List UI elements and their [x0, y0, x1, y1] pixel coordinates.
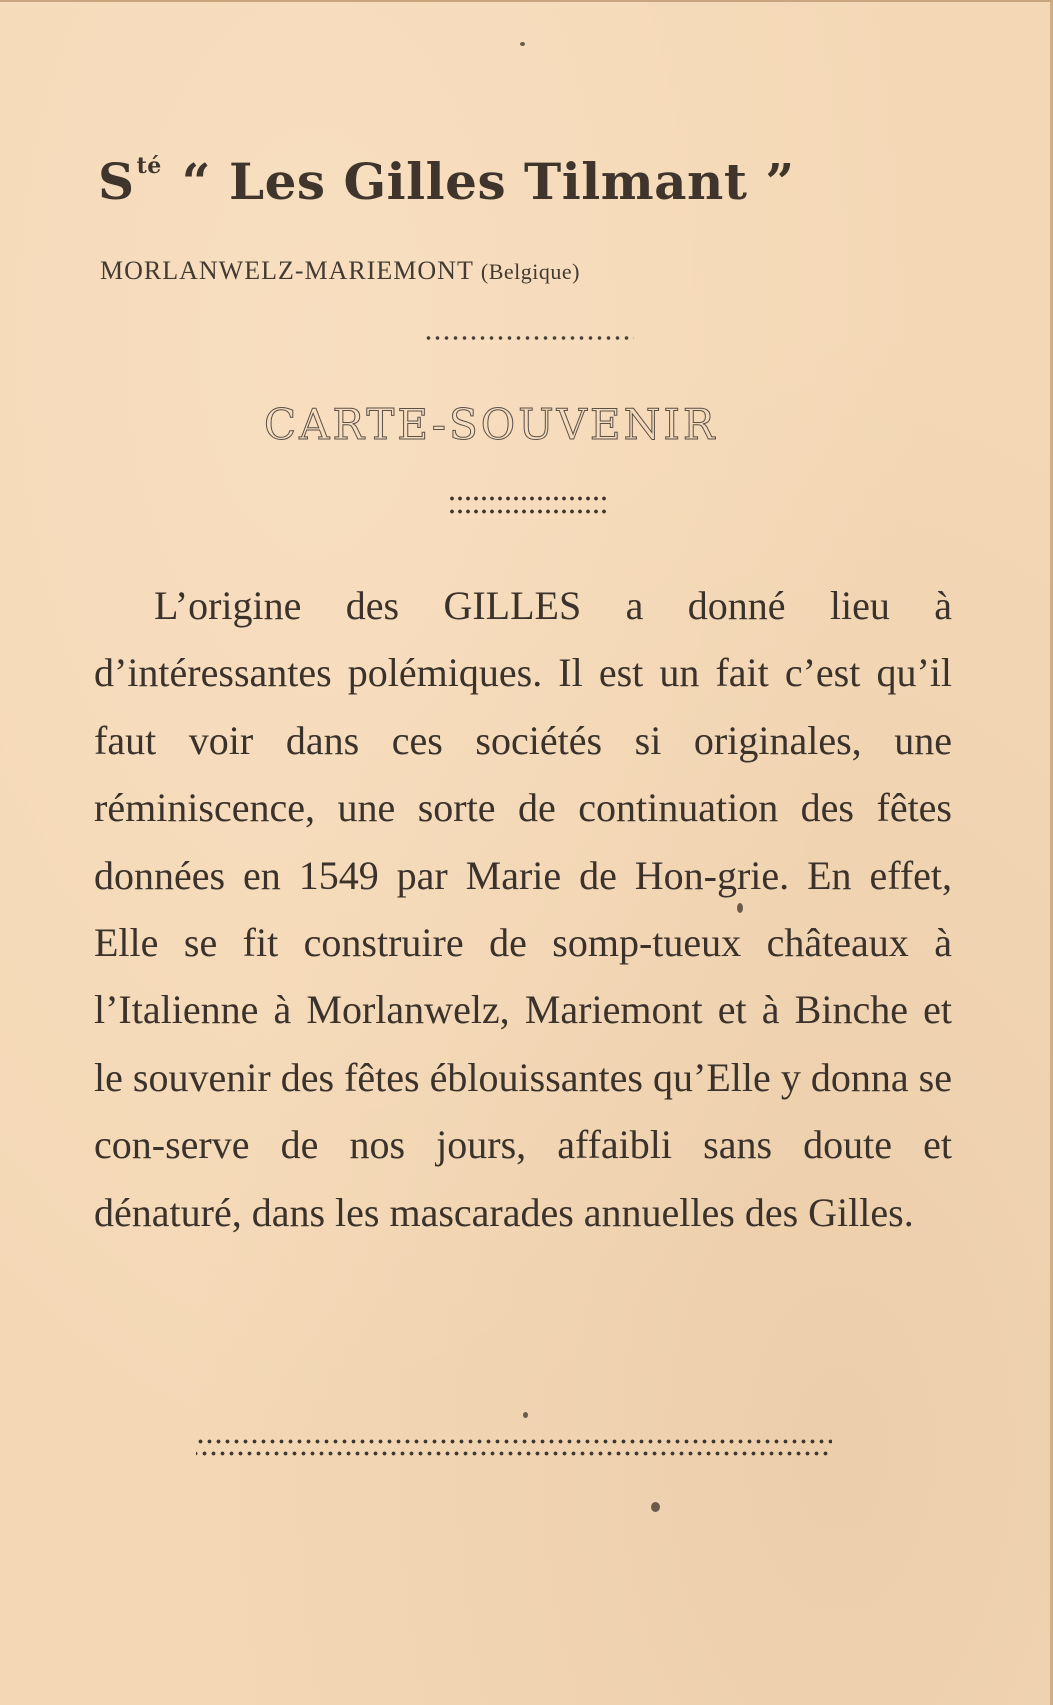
ornament-row [448, 508, 606, 515]
body-paragraph-container [94, 572, 952, 1246]
ink-speck [651, 1502, 660, 1512]
location-town: MORLANWELZ-MARIEMONT [100, 256, 474, 285]
society-title [98, 152, 795, 211]
ornament-row [448, 495, 606, 502]
society-name: “ Les Gilles Tilmant ” [181, 152, 795, 211]
location-country: (Belgique) [480, 259, 580, 284]
society-prefix: S [98, 152, 135, 211]
society-prefix-superscript: té [136, 153, 162, 179]
dotted-border-ornament [196, 1438, 832, 1460]
card-heading: CARTE-SOUVENIR [264, 400, 718, 449]
dotted-divider [424, 335, 634, 341]
ink-speck [523, 1412, 528, 1418]
ink-speck [737, 903, 743, 913]
ornament-row [196, 1438, 832, 1445]
location-line [100, 256, 580, 286]
body-paragraph: L’origine des GILLES a donné lieu à d’intéressantes polémiques. Il est un fait c’est qu’il faut voir dans ces sociétés si originales, une réminiscence, une sorte de continuation des fêtes données en 1549 par Marie de Hon-grie. En effet, Elle se fit construire de somp-tueux châteaux à l’Italienne à Morlanwelz, Mariemont et à Binche et le souvenir des fêtes éblouissantes qu’Elle y donna se con-serve de nos jours, affaibli sans doute et dénaturé, dans les mascarades annuelles des Gilles. [94, 583, 952, 1235]
small-dotted-ornament [448, 495, 606, 521]
ornament-row [196, 1450, 832, 1457]
ink-speck [520, 42, 525, 46]
